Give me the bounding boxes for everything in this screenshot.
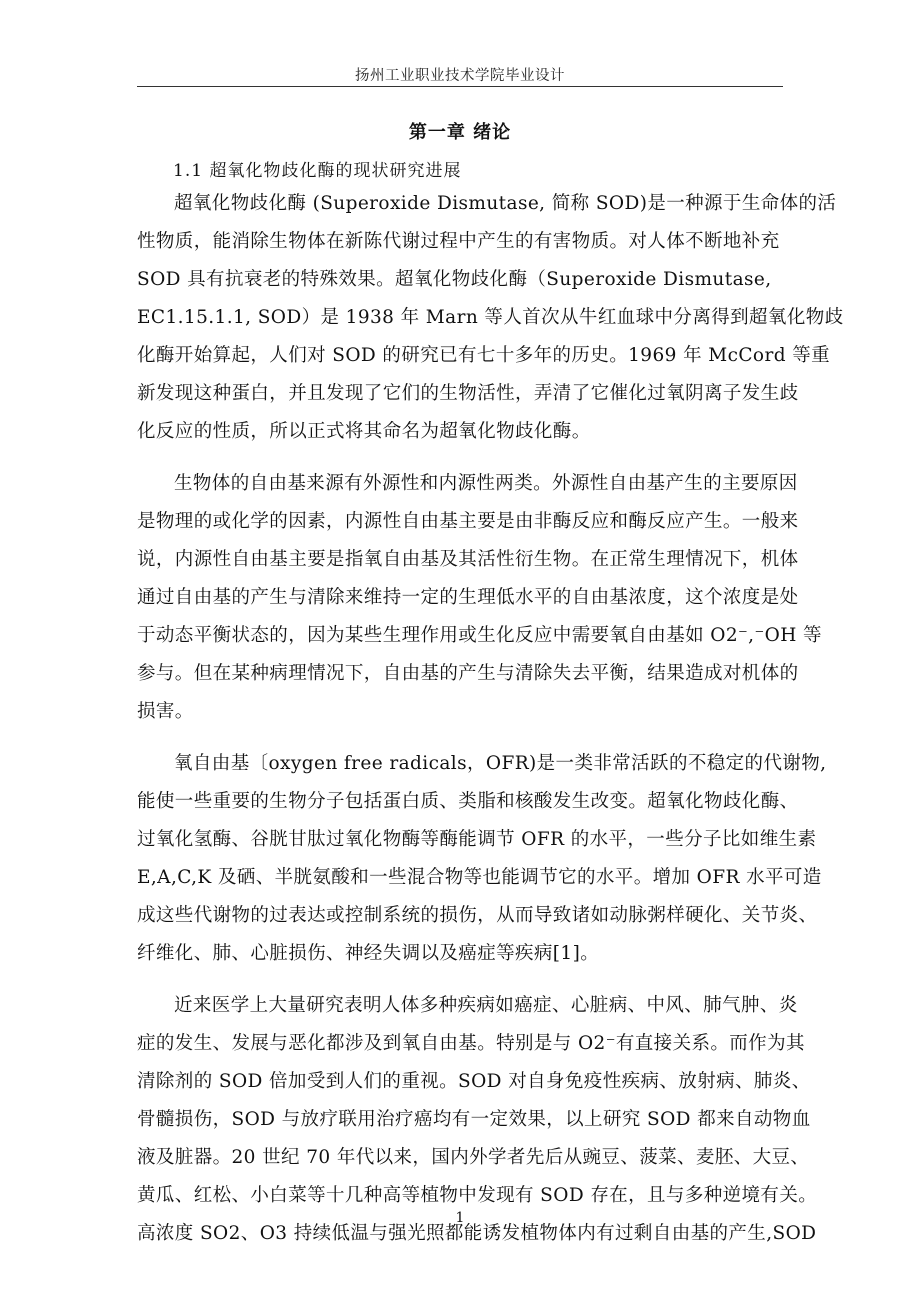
text-line: SOD 具有抗衰老的特殊效果。超氧化物歧化酶（Superoxide Dismutase,: [137, 269, 772, 290]
text-line: 说，内源性自由基主要是指氧自由基及其活性衍生物。在正常生理情况下，机体: [137, 549, 799, 570]
text-line: E,A,C,K 及硒、半胱氨酸和一些混合物等也能调节它的水平。增加 OFR 水平可造: [137, 867, 822, 888]
paragraph-2: [137, 465, 822, 731]
text-line: 液及脏器。20 世纪 70 年代以来，国内外学者先后从豌豆、菠菜、麦胚、大豆、: [137, 1147, 810, 1168]
text-line: 症的发生、发展与恶化都涉及到氧自由基。特别是与 O2⁻有直接关系。而作为其: [137, 1033, 805, 1054]
text-line: 超氧化物歧化酶 (Superoxide Dismutase, 简称 SOD)是一种源于生命体的活: [174, 193, 837, 214]
text-line: 于动态平衡状态的，因为某些生理作用或生化反应中需要氧自由基如 O2⁻,⁻OH 等: [137, 625, 822, 646]
text-line: 骨髓损伤，SOD 与放疗联用治疗癌均有一定效果，以上研究 SOD 都来自动物血: [137, 1109, 811, 1130]
body-text: [137, 185, 844, 1267]
text-line: 损害。: [137, 701, 194, 722]
text-line: 化酶开始算起，人们对 SOD 的研究已有七十多年的历史。1969 年 McCord 等重: [137, 345, 831, 366]
text-line: EC1.15.1.1, SOD）是 1938 年 Marn 等人首次从牛红血球中分离得到超氧化物歧: [137, 307, 844, 328]
text-line: 化反应的性质，所以正式将其命名为超氧化物歧化酶。: [137, 421, 591, 442]
text-line: 通过自由基的产生与清除来维持一定的生理低水平的自由基浓度，这个浓度是处: [137, 587, 799, 608]
text-line: 成这些代谢物的过表达或控制系统的损伤，从而导致诸如动脉粥样硬化、关节炎、: [137, 905, 818, 926]
header-divider: [137, 86, 783, 87]
section-title: 1.1 超氧化物歧化酶的现状研究进展: [173, 161, 462, 181]
text-line: 过氧化氢酶、谷胱甘肽过氧化物酶等酶能调节 OFR 的水平，一些分子比如维生素: [137, 829, 817, 850]
text-line: 黄瓜、红松、小白菜等十几种高等植物中发现有 SOD 存在，且与多种逆境有关。: [137, 1185, 818, 1206]
text-line: 纤维化、肺、心脏损伤、神经失调以及癌症等疾病[1]。: [137, 943, 600, 964]
text-line: 清除剂的 SOD 倍加受到人们的重视。SOD 对自身免疫性疾病、放射病、肺炎、: [137, 1071, 811, 1092]
page-header: 扬州工业职业技术学院毕业设计: [355, 68, 565, 84]
text-line: 高浓度 SO2、O3 持续低温与强光照都能诱发植物体内有过剩自由基的产生,SOD: [137, 1223, 817, 1244]
chapter-title: 第一章 绪论: [408, 122, 512, 143]
text-line: 是物理的或化学的因素，内源性自由基主要是由非酶反应和酶反应产生。一般来: [137, 511, 799, 532]
page-number: 1: [455, 1210, 465, 1226]
paragraph-3: [137, 745, 827, 973]
text-line: 性物质，能消除生物体在新陈代谢过程中产生的有害物质。对人体不断地补充: [137, 231, 780, 252]
text-line: 新发现这种蛋白，并且发现了它们的生物活性，弄清了它催化过氧阴离子发生歧: [137, 383, 799, 404]
paragraph-1: [137, 185, 844, 451]
text-line: 近来医学上大量研究表明人体多种疾病如癌症、心脏病、中风、肺气肿、炎: [174, 995, 798, 1016]
text-line: 生物体的自由基来源有外源性和内源性两类。外源性自由基产生的主要原因: [174, 473, 798, 494]
text-line: 氧自由基〔oxygen free radicals，OFR)是一类非常活跃的不稳定的代谢物,: [174, 753, 827, 774]
text-line: 参与。但在某种病理情况下，自由基的产生与清除失去平衡，结果造成对机体的: [137, 663, 799, 684]
text-line: 能使一些重要的生物分子包括蛋白质、类脂和核酸发生改变。超氧化物歧化酶、: [137, 791, 799, 812]
